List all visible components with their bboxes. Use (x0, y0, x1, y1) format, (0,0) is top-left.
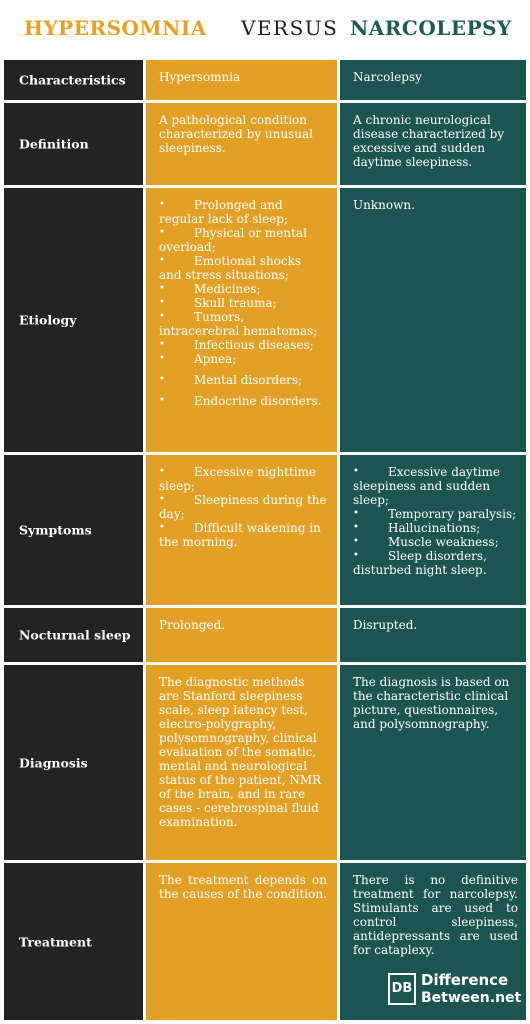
title-hypersomnia: HYPERSOMNIA (24, 16, 207, 40)
hypersomnia-nocturnal-sleep: Prolonged. (159, 618, 226, 632)
hypersomnia-cell (146, 863, 337, 1020)
row-label-cell (4, 188, 143, 452)
row-label: Definition (19, 136, 89, 152)
hypersomnia-symptoms-list (159, 465, 327, 549)
logo-text-line2: Between.net (421, 990, 522, 1006)
hypersomnia-cell (146, 60, 337, 100)
table-row-nocturnal-sleep (4, 608, 526, 662)
hypersomnia-diagnosis: The diagnostic methods are Stanford sleepiness scale, sleep latency test, electro-polygraphy, polysomnography, clinical evaluation of the somatic, mental and neurological status of the patient, NMR of the brain, and in rare cases - cerebrospinal fluid examination. (159, 675, 322, 829)
row-label: Symptoms (19, 522, 92, 538)
narcolepsy-etiology: Unknown. (353, 198, 415, 212)
table-row-symptoms (4, 455, 526, 605)
narcolepsy-diagnosis: The diagnosis is based on the characteristic clinical picture, questionnaires, and polysomnography. (353, 675, 510, 731)
difference-between-logo (388, 971, 522, 1009)
row-label: Diagnosis (19, 755, 88, 770)
hypersomnia-treatment: The treatment depends on the causes of the condition. (159, 873, 327, 901)
list-item: • Mental disorders; (159, 373, 327, 387)
row-label-cell (4, 103, 143, 185)
list-item: • Physical or mental overload; (159, 226, 327, 254)
list-item: • Endocrine disorders. (159, 394, 327, 408)
list-item: • Apnea; (159, 352, 327, 366)
row-label-cell (4, 665, 143, 860)
narcolepsy-cell (340, 103, 526, 185)
hypersomnia-cell (146, 608, 337, 662)
list-item: • Emotional shocks and stress situations; (159, 254, 327, 282)
hypersomnia-cell (146, 455, 337, 605)
list-item: • Difficult wakening in the morning. (159, 521, 327, 549)
narcolepsy-definition: A chronic neurological disease characterized by excessive and sudden daytime sleepiness. (353, 113, 505, 169)
logo-mark: DB (388, 973, 416, 1005)
narcolepsy-cell (340, 60, 526, 100)
table-row-characteristics (4, 60, 526, 100)
narcolepsy-cell (340, 455, 526, 605)
logo-text-line1: Difference (421, 971, 509, 989)
page-header (0, 0, 530, 58)
list-item: • Temporary paralysis; (353, 507, 518, 521)
narcolepsy-cell (340, 608, 526, 662)
hypersomnia-cell (146, 103, 337, 185)
row-label: Characteristics (19, 72, 126, 88)
row-label: Treatment (19, 934, 92, 949)
narcolepsy-symptoms-list (353, 465, 518, 577)
list-item: • Sleep disorders, disturbed night sleep. (353, 549, 518, 577)
table-row-diagnosis (4, 665, 526, 860)
narcolepsy-treatment: There is no definitive treatment for narcolepsy. Stimulants are used to control sleepiness, antidepressants are used for cataplexy. (353, 873, 518, 957)
list-item: • Medicines; (159, 282, 327, 296)
title-narcolepsy: NARCOLEPSY (350, 16, 512, 40)
table-row-definition (4, 103, 526, 185)
narcolepsy-cell (340, 188, 526, 452)
list-item: • Sleepiness during the day; (159, 493, 327, 521)
table-row-etiology (4, 188, 526, 452)
hypersomnia-etiology-list (159, 198, 327, 408)
column-header-hypersomnia: Hypersomnia (159, 70, 241, 84)
list-item: • Excessive nighttime sleep; (159, 465, 327, 493)
list-item: • Prolonged and regular lack of sleep; (159, 198, 327, 226)
narcolepsy-nocturnal-sleep: Disrupted. (353, 618, 418, 632)
row-label-cell (4, 608, 143, 662)
hypersomnia-definition: A pathological condition characterized by unusual sleepiness. (159, 113, 313, 155)
row-label-cell (4, 60, 143, 100)
list-item: • Hallucinations; (353, 521, 518, 535)
list-item: • Infectious diseases; (159, 338, 327, 352)
row-label-cell (4, 863, 143, 1020)
row-label: Etiology (19, 312, 77, 328)
hypersomnia-cell (146, 665, 337, 860)
title-versus: VERSUS (241, 16, 339, 40)
list-item: • Muscle weakness; (353, 535, 518, 549)
row-label-cell (4, 455, 143, 605)
row-label: Nocturnal sleep (19, 627, 131, 643)
list-item: • Tumors, intracerebral hematomas; (159, 310, 327, 338)
column-header-narcolepsy: Narcolepsy (353, 70, 422, 84)
narcolepsy-cell (340, 665, 526, 860)
list-item: • Skull trauma; (159, 296, 327, 310)
hypersomnia-cell (146, 188, 337, 452)
list-item: • Excessive daytime sleepiness and sudden sleep; (353, 465, 518, 507)
